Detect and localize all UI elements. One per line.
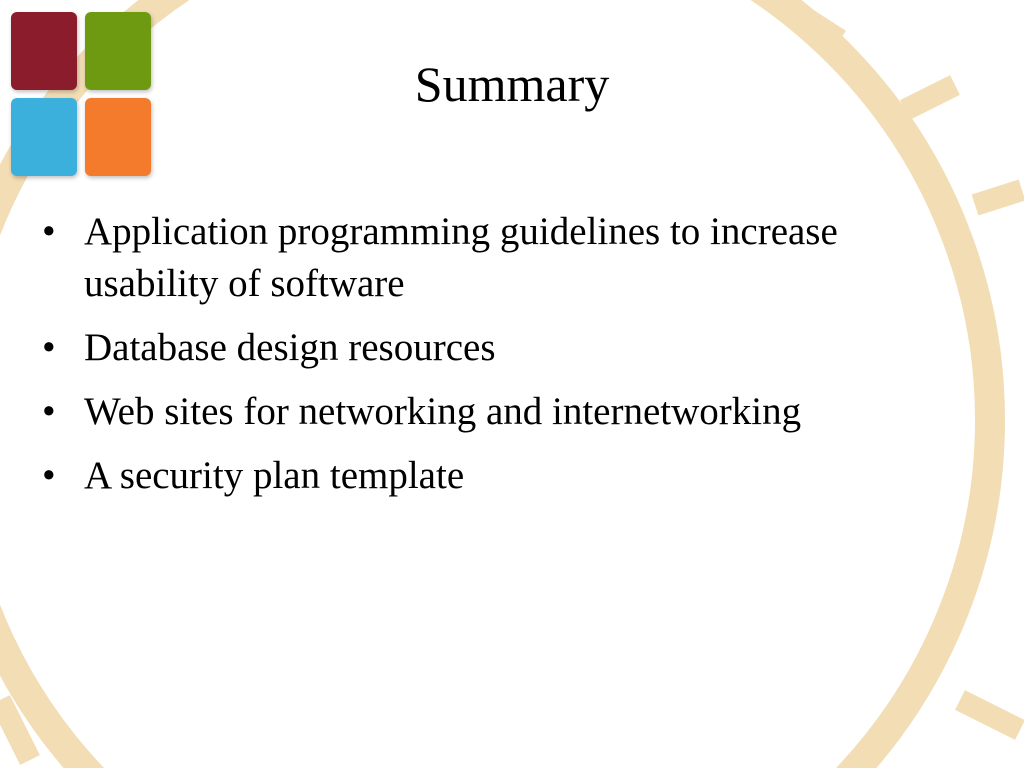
- bullet-dot-icon: •: [42, 454, 56, 497]
- bullet-text: Database design resources: [84, 326, 496, 369]
- bullet-item: [42, 450, 977, 502]
- bullet-text: A security plan template: [84, 454, 465, 497]
- bullet-text: Application programming guidelines to increase usability of software: [84, 210, 838, 305]
- bullet-dot-icon: •: [42, 326, 56, 369]
- bullet-item: [42, 322, 977, 374]
- ring-spoke: [960, 700, 1020, 730]
- slide-title: Summary: [414, 56, 610, 112]
- bullet-list: [42, 206, 977, 514]
- bullet-dot-icon: •: [42, 210, 56, 253]
- ring-spoke: [975, 190, 1022, 205]
- bullet-item: [42, 206, 977, 310]
- bullet-text: Web sites for networking and internetworking: [84, 390, 802, 433]
- bullet-dot-icon: •: [42, 390, 56, 433]
- bullet-item: [42, 386, 977, 438]
